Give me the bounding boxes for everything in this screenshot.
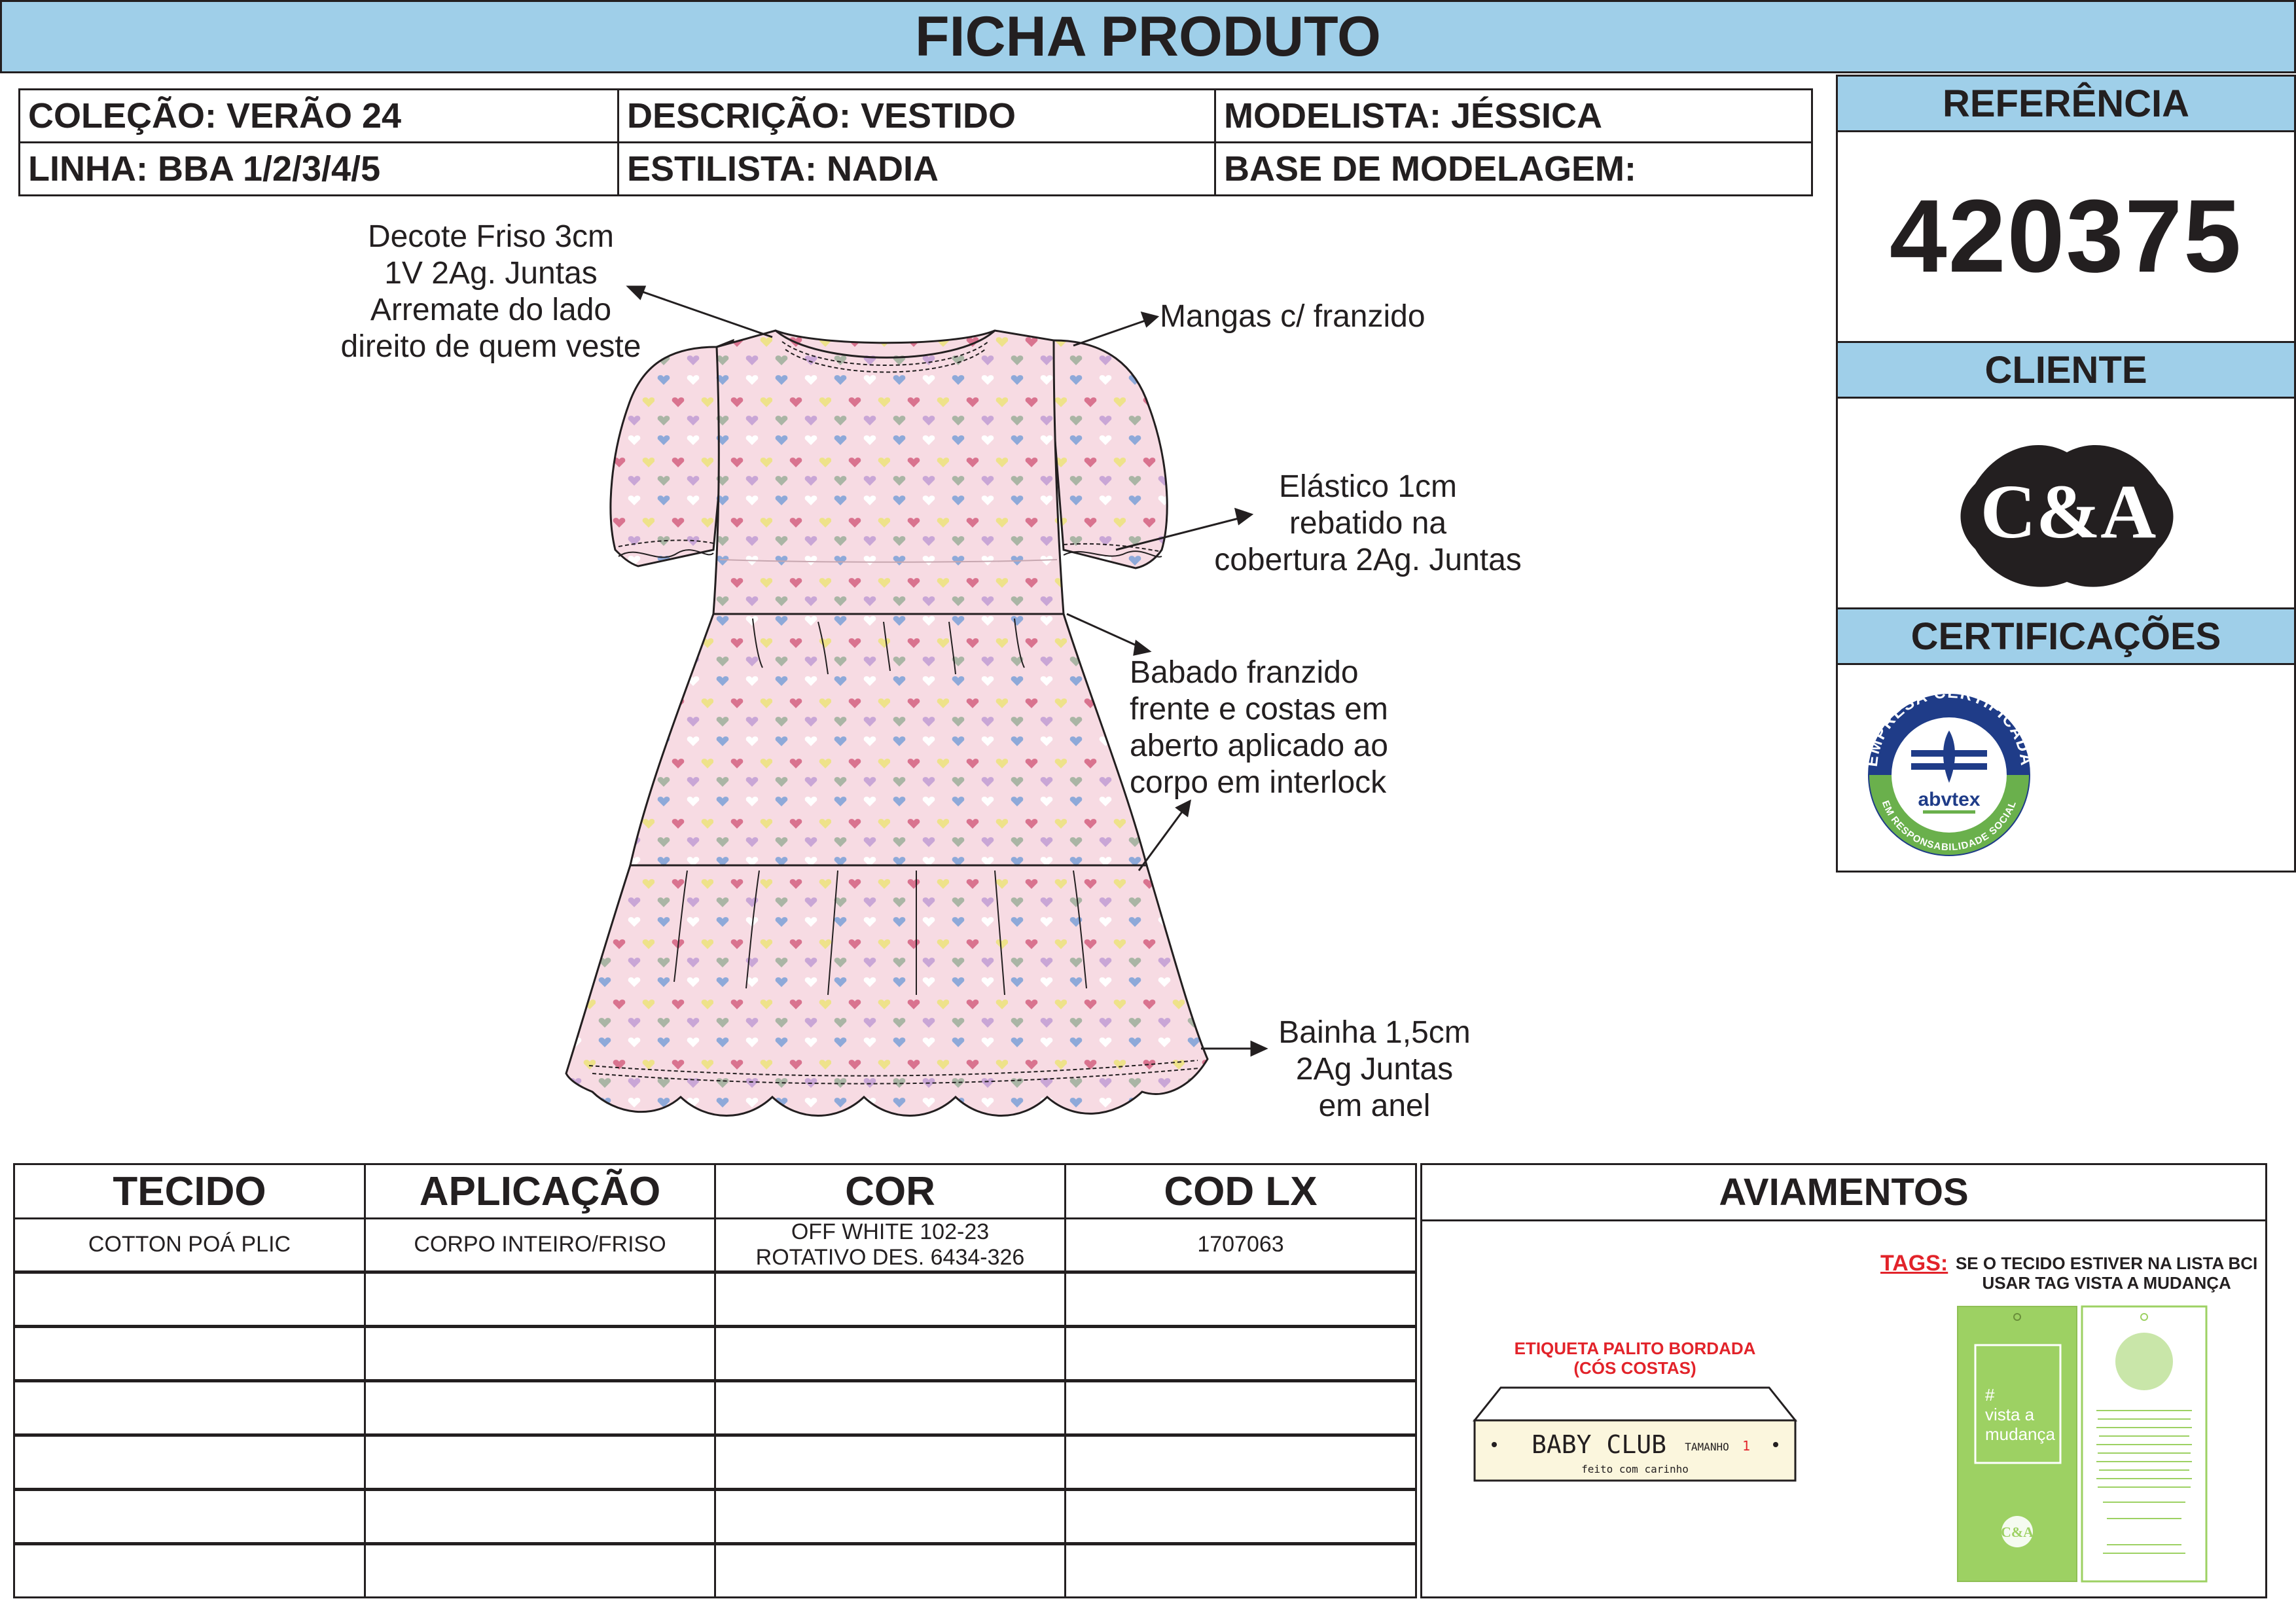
- etiqueta-label: ETIQUETA PALITO BORDADA (CÓS COSTAS): [1514, 1339, 1756, 1378]
- table-cell-tecido: [13, 1326, 366, 1381]
- certificacoes-label: CERTIFICAÇÕES: [1910, 615, 2221, 658]
- label-sub: feito com carinho: [1581, 1463, 1689, 1475]
- dress-left-sleeve: [611, 340, 733, 566]
- table-cell-cor: [714, 1489, 1066, 1544]
- aviamentos-box: [1420, 1163, 2267, 1598]
- info-linha: LINHA: BBA 1/2/3/4/5: [18, 141, 619, 196]
- aviamentos-header: [1422, 1165, 2265, 1221]
- table-cell-aplicacao: [364, 1489, 716, 1544]
- table-cell-cod-lx: [1064, 1435, 1417, 1490]
- info-modelista: MODELISTA: JÉSSICA: [1214, 88, 1813, 143]
- info-descricao: DESCRIÇÃO: VESTIDO: [617, 88, 1216, 143]
- annotation-mangas: Mangas c/ franzido: [1160, 299, 1426, 334]
- cert-bottom-text: EM RESPONSABILIDADE SOCIAL: [1879, 799, 2019, 854]
- table-cell-aplicacao: [364, 1380, 716, 1435]
- table-cell-tecido: COTTON POÁ PLIC: [13, 1217, 366, 1272]
- table-cell-cod-lx: [1064, 1489, 1417, 1544]
- info-base: BASE DE MODELAGEM:: [1214, 141, 1813, 196]
- annotation-elastico: Elástico 1cm rebatido na cobertura 2Ag. Juntas: [1214, 469, 1522, 577]
- dress-bodice: [713, 331, 1064, 614]
- table-header-tecido: TECIDO: [13, 1163, 366, 1219]
- table-cell-tecido: [13, 1380, 366, 1435]
- table-cell-cor: [714, 1380, 1066, 1435]
- table-cell-cod-lx: 1707063: [1064, 1217, 1417, 1272]
- tag-front-line: mudança: [1985, 1424, 2055, 1444]
- cert-top-text: EMPRESA CERTIFICADA: [1862, 683, 2036, 768]
- referencia-label: REFERÊNCIA: [1942, 82, 2190, 125]
- dress-bottom-tier: [566, 865, 1208, 1116]
- table-cell-tecido: [13, 1435, 366, 1490]
- info-estilista: ESTILISTA: NADIA: [617, 141, 1216, 196]
- tag-logo: C&A: [2000, 1524, 2034, 1540]
- table-cell-aplicacao: [364, 1435, 716, 1490]
- tag-front-line: vista a: [1985, 1405, 2035, 1424]
- tags-note: [1880, 1253, 2260, 1293]
- table-cell-cod-lx: [1064, 1326, 1417, 1381]
- cert-brand: abvtex: [1918, 789, 1981, 810]
- table-cell-aplicacao: [364, 1272, 716, 1327]
- table-cell-tecido: [13, 1489, 366, 1544]
- tags-text: SE O TECIDO ESTIVER NA LISTA BCI USAR TAG VISTA A MUDANÇA: [1955, 1253, 2258, 1293]
- info-colecao: COLEÇÃO: VERÃO 24: [18, 88, 619, 143]
- table-cell-cor: [714, 1272, 1066, 1327]
- tag-front-line: #: [1985, 1385, 1995, 1405]
- table-cell-tecido: [13, 1543, 366, 1598]
- table-header-cod-lx: COD LX: [1064, 1163, 1417, 1219]
- table-cell-cor: OFF WHITE 102-23 ROTATIVO DES. 6434-326: [714, 1217, 1066, 1272]
- label-size-num: 1: [1742, 1438, 1751, 1454]
- label-size-text: TAMANHO: [1685, 1441, 1729, 1453]
- table-cell-aplicacao: [364, 1543, 716, 1598]
- table-cell-cor: [714, 1543, 1066, 1598]
- annotation-decote: Decote Friso 3cm 1V 2Ag. Juntas Arremate do lado direito de quem veste: [340, 219, 641, 364]
- aviamentos-title: AVIAMENTOS: [1719, 1171, 1969, 1214]
- page-title: FICHA PRODUTO: [915, 5, 1381, 68]
- cliente-label: CLIENTE: [1984, 348, 2147, 391]
- etiqueta-palito: [1468, 1381, 1808, 1486]
- referencia-number: 420375: [1889, 179, 2243, 294]
- annotation-babado: Babado franzido frente e costas em aberto aplicado ao corpo em interlock: [1130, 655, 1388, 800]
- table-cell-aplicacao: CORPO INTEIRO/FRISO: [364, 1217, 716, 1272]
- vista-a-mudanca-tags: [1952, 1303, 2240, 1591]
- table-cell-tecido: [13, 1272, 366, 1327]
- table-cell-cod-lx: [1064, 1543, 1417, 1598]
- table-cell-aplicacao: [364, 1326, 716, 1381]
- table-cell-cod-lx: [1064, 1272, 1417, 1327]
- label-brand: BABY CLUB: [1532, 1430, 1666, 1459]
- table-header-cor: COR: [714, 1163, 1066, 1219]
- dress-right-sleeve: [1047, 340, 1167, 568]
- tags-label: TAGS:: [1880, 1251, 1948, 1276]
- annotation-bainha: Bainha 1,5cm 2Ag Juntas em anel: [1278, 1015, 1471, 1123]
- table-cell-cor: [714, 1435, 1066, 1490]
- ca-logo-text: C&A: [1980, 469, 2157, 554]
- table-cell-cod-lx: [1064, 1380, 1417, 1435]
- table-header-aplicacao: APLICAÇÃO: [364, 1163, 716, 1219]
- dress-middle-tier: [630, 614, 1147, 865]
- table-cell-cor: [714, 1326, 1066, 1381]
